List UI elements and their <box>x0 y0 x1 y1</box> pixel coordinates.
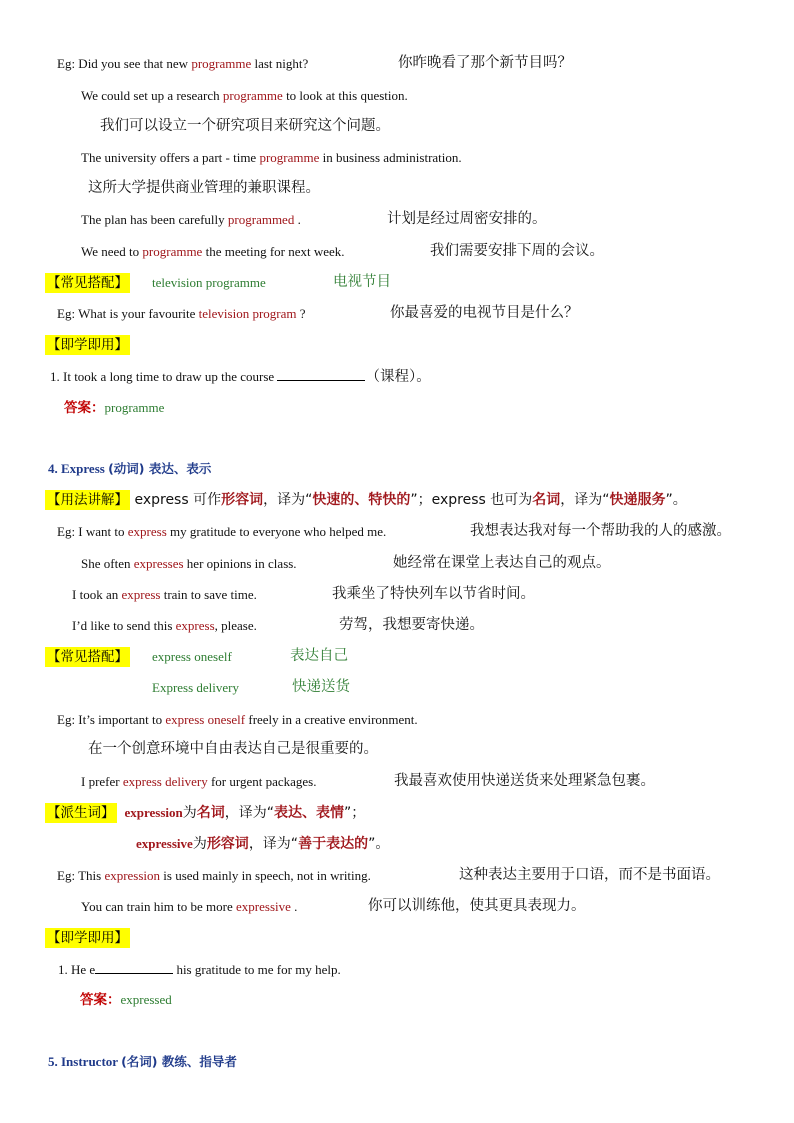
usage-text: express 可作 <box>130 492 222 508</box>
question-text: 1. He e <box>58 962 96 977</box>
example-sentence <box>81 554 297 574</box>
question-text: 1. It took a long time to draw up the course <box>50 369 278 384</box>
keyword: express <box>121 587 161 602</box>
usage-meaning: 快速的、特快的 <box>312 492 411 508</box>
heading-word: 4. Express <box>48 461 109 476</box>
example-text: The university offers a part - time <box>81 150 260 165</box>
example-text: You can train him to be more <box>81 899 237 914</box>
example-text: Eg: I want to <box>57 524 128 539</box>
example-text: in business administration. <box>319 150 462 165</box>
question-text: his gratitude to me for my help. <box>173 962 341 977</box>
keyword: television program <box>198 306 297 321</box>
answer-row <box>64 398 164 418</box>
question-hint: （课程）。 <box>365 369 431 385</box>
answer-label: 答案： <box>80 992 121 1008</box>
example-sentence <box>57 866 371 886</box>
keyword: programme <box>142 244 203 259</box>
derivative-word: expression <box>124 805 183 820</box>
keyword: express <box>175 618 215 633</box>
example-text: I prefer <box>81 774 123 789</box>
example-text: . <box>294 212 301 227</box>
answer-blank[interactable] <box>95 959 173 974</box>
example-translation: 我们需要安排下周的会议。 <box>430 243 604 259</box>
practice-tag: 【即学即用】 <box>47 337 128 353</box>
example-translation: 这种表达主要用于口语，而不是书面语。 <box>459 867 720 883</box>
keyword: programme <box>259 150 320 165</box>
example-text: is used mainly in speech, not in writing. <box>160 868 371 883</box>
usage-text: ”。 <box>665 492 687 508</box>
example-sentence <box>72 616 257 636</box>
derivative-text: ，译为“ <box>248 836 299 852</box>
answer-value: expressed <box>120 992 172 1007</box>
example-translation: 你昨晚看了那个新节目吗？ <box>398 55 572 71</box>
example-sentence <box>57 522 386 542</box>
example-translation: 我最喜欢使用快递送货来处理紧急包裹。 <box>394 773 655 789</box>
example-translation: 计划是经过周密安排的。 <box>387 211 547 227</box>
heading-meaning: 教练、指导者 <box>157 1054 237 1069</box>
keyword: expression <box>104 868 161 883</box>
example-text: the meeting for next week. <box>202 244 345 259</box>
answer-label: 答案： <box>64 400 105 416</box>
derivative-row <box>45 803 365 823</box>
keyword: express <box>127 524 167 539</box>
example-translation: 我想表达我对每一个帮助我的人的感激。 <box>470 523 731 539</box>
usage-row <box>45 490 687 510</box>
example-text: I took an <box>72 587 122 602</box>
example-sentence <box>81 148 462 168</box>
derivative-text: 为 <box>192 836 207 852</box>
example-text: my gratitude to everyone who helped me. <box>166 524 387 539</box>
heading-word: 5. Instructor <box>48 1054 122 1069</box>
keyword: programme <box>222 88 283 103</box>
collocation-translation: 表达自己 <box>290 648 348 664</box>
derivative-text: ，译为“ <box>224 805 275 821</box>
collocation-phrase: television programme <box>152 275 266 290</box>
example-text: Eg: Did you see that new <box>57 56 192 71</box>
example-translation: 我们可以设立一个研究项目来研究这个问题。 <box>100 118 390 134</box>
practice-question <box>58 959 341 980</box>
example-sentence <box>81 86 408 106</box>
derivative-tag: 【派生词】 <box>47 805 115 821</box>
example-text: Eg: It’s important to <box>57 712 166 727</box>
example-translation: 你最喜爱的电视节目是什么？ <box>390 305 579 321</box>
section-heading <box>48 1052 237 1072</box>
keyword: expressive <box>236 899 291 914</box>
keyword: express oneself <box>165 712 246 727</box>
example-sentence <box>81 210 301 230</box>
keyword: express delivery <box>122 774 208 789</box>
example-text: last night? <box>251 56 309 71</box>
collocation-phrase: Express delivery <box>152 680 240 695</box>
usage-pos: 名词 <box>532 492 561 508</box>
practice-row <box>45 928 130 948</box>
collocation-row <box>45 273 130 293</box>
collocation-phrase: express oneself <box>152 649 232 664</box>
example-text: She often <box>81 556 134 571</box>
derivative-pos: 形容词 <box>206 836 249 852</box>
example-text: . <box>290 899 298 914</box>
example-text: to look at this question. <box>282 88 408 103</box>
example-sentence <box>57 710 418 730</box>
example-text: The plan has been carefully <box>81 212 228 227</box>
example-text: We could set up a research <box>81 88 223 103</box>
example-text: train to save time. <box>160 587 257 602</box>
derivative-meaning: 表达、表情 <box>274 805 345 821</box>
collocation-row <box>45 647 130 667</box>
heading-meaning: 表达、表示 <box>144 461 212 476</box>
example-text: I’d like to send this <box>72 618 176 633</box>
answer-blank[interactable] <box>277 366 365 381</box>
example-text: ? <box>296 306 306 321</box>
example-text: , please. <box>214 618 257 633</box>
derivative-text: ”； <box>344 805 366 821</box>
collocation-tag: 【常见搭配】 <box>47 275 128 291</box>
derivative-text: 为 <box>182 805 197 821</box>
usage-text: ”；express 也可为 <box>410 492 533 508</box>
derivative-pos: 名词 <box>196 805 225 821</box>
example-translation: 在一个创意环境中自由表达自己是很重要的。 <box>88 741 378 757</box>
derivative-row <box>136 834 389 854</box>
heading-pos: (名词) <box>121 1054 158 1069</box>
usage-text: ，译为“ <box>263 492 313 508</box>
example-translation: 你可以训练他，使其更具表现力。 <box>368 898 586 914</box>
example-translation: 她经常在课堂上表达自己的观点。 <box>393 555 611 571</box>
heading-pos: (动词) <box>108 461 145 476</box>
usage-tag: 【用法讲解】 <box>47 492 128 508</box>
derivative-text: ”。 <box>368 836 390 852</box>
example-sentence <box>81 772 316 792</box>
example-text: Eg: What is your favourite <box>57 306 199 321</box>
example-text: for urgent packages. <box>207 774 317 789</box>
practice-question <box>50 366 431 387</box>
example-text: freely in a creative environment. <box>245 712 418 727</box>
keyword: programme <box>191 56 252 71</box>
example-translation: 我乘坐了特快列车以节省时间。 <box>332 586 535 602</box>
collocation-tag: 【常见搭配】 <box>47 649 128 665</box>
example-translation: 劳驾，我想要寄快递。 <box>339 617 484 633</box>
example-sentence <box>72 585 257 605</box>
example-sentence <box>57 54 308 74</box>
example-sentence <box>81 242 345 262</box>
example-text: We need to <box>81 244 143 259</box>
practice-row <box>45 335 130 355</box>
derivative-word: expressive <box>136 836 193 851</box>
example-text: Eg: This <box>57 868 105 883</box>
example-sentence <box>81 897 297 917</box>
keyword: programmed <box>227 212 295 227</box>
collocation-translation: 电视节目 <box>333 274 391 290</box>
keyword: expresses <box>133 556 184 571</box>
section-heading <box>48 459 211 479</box>
answer-row <box>80 990 172 1010</box>
example-text: her opinions in class. <box>183 556 297 571</box>
usage-text: ，译为“ <box>560 492 610 508</box>
answer-value: programme <box>104 400 165 415</box>
usage-meaning: 快递服务 <box>609 492 666 508</box>
collocation-translation: 快递送货 <box>292 679 350 695</box>
derivative-meaning: 善于表达的 <box>298 836 369 852</box>
example-sentence <box>57 304 306 324</box>
example-translation: 这所大学提供商业管理的兼职课程。 <box>88 180 320 196</box>
practice-tag: 【即学即用】 <box>47 930 128 946</box>
usage-pos: 形容词 <box>221 492 264 508</box>
